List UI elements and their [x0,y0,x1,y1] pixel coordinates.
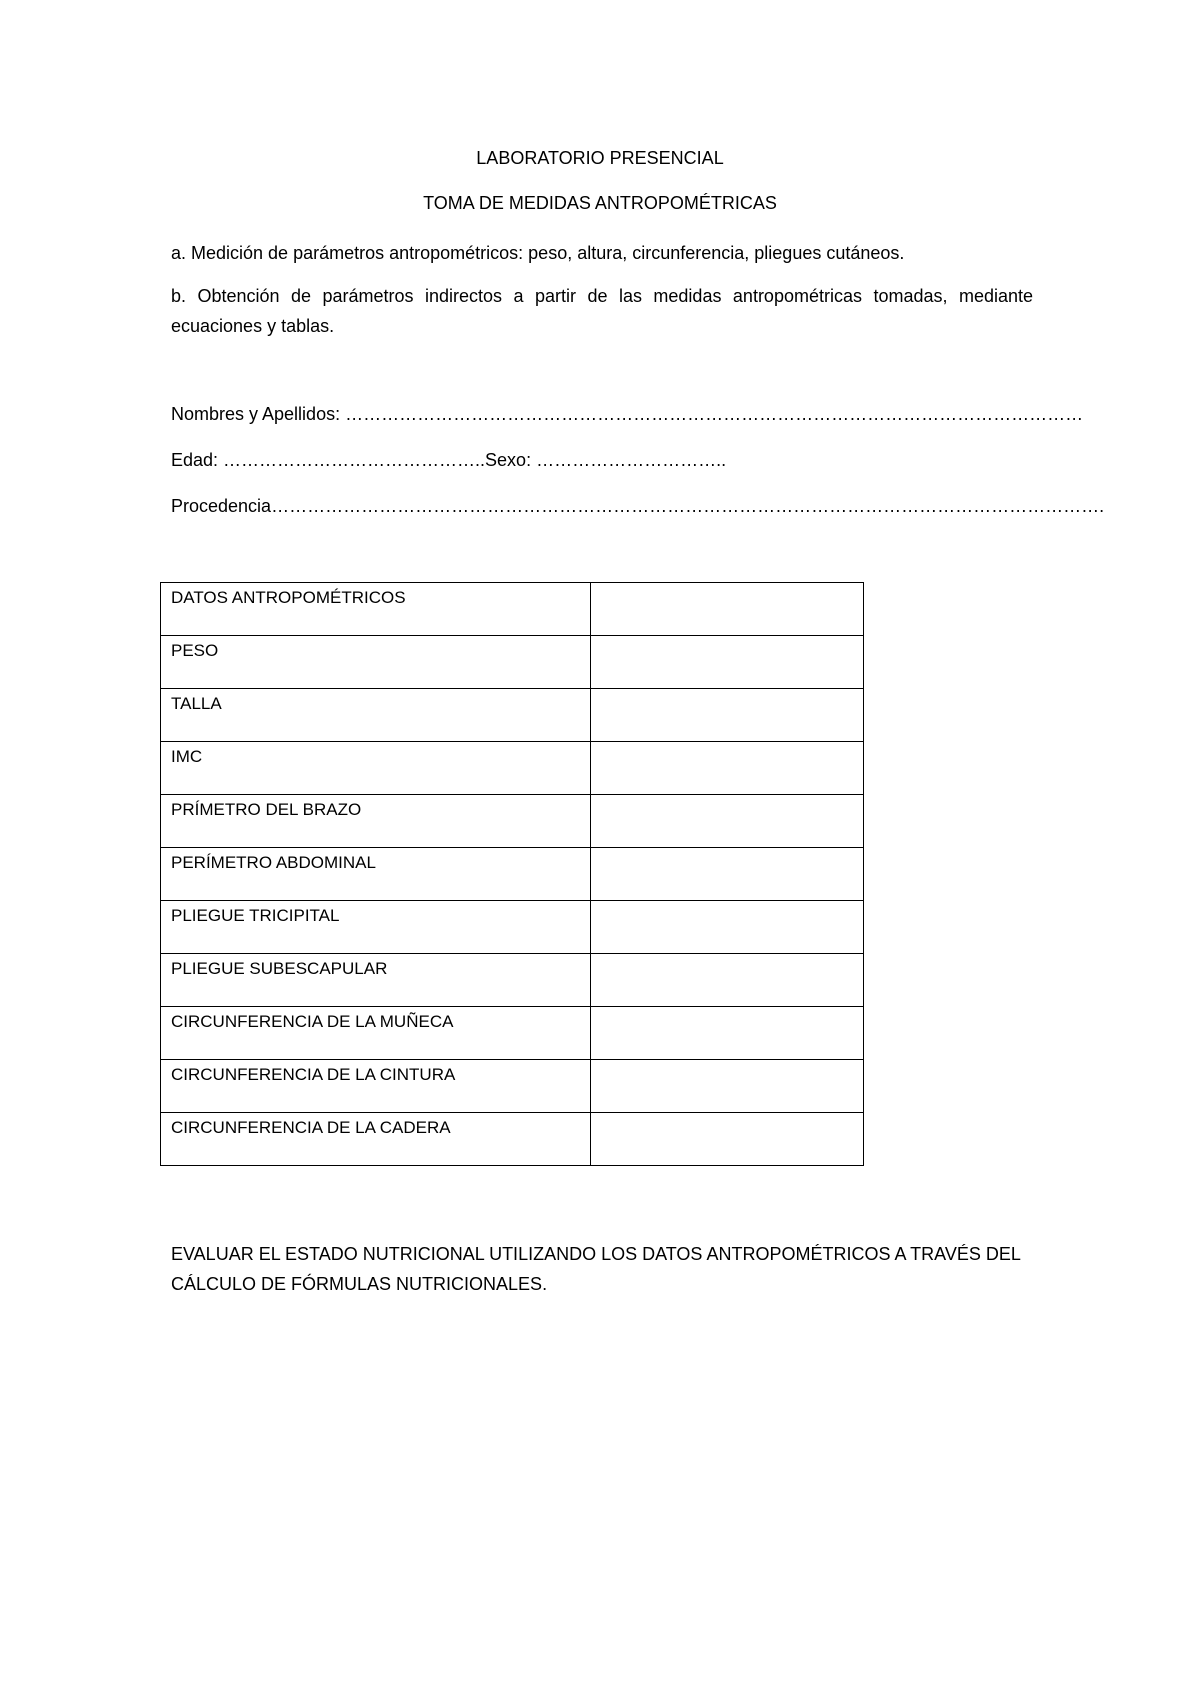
table-cell-value [591,689,864,742]
table-cell-label: IMC [161,742,591,795]
table-cell-label: DATOS ANTROPOMÉTRICOS [161,583,591,636]
table-cell-label: TALLA [161,689,591,742]
table-row [161,901,864,954]
table-row [161,1060,864,1113]
table-row [161,1113,864,1166]
table-cell-value [591,1113,864,1166]
table-cell-value [591,795,864,848]
anthropometric-table [160,582,864,1166]
table-cell-value [591,1007,864,1060]
table-cell-label: PRÍMETRO DEL BRAZO [161,795,591,848]
objective-a: a. Medición de parámetros antropométricos: peso, altura, circunferencia, pliegues cutáneos. [171,243,905,263]
table-cell-label: PLIEGUE TRICIPITAL [161,901,591,954]
origin-field: Procedencia…………………………………………………………………………………………………………………………. [171,496,1105,516]
age-sex-field: Edad: ……………………………………..Sexo: ………………………….. [171,450,727,470]
table-row [161,689,864,742]
document-subtitle: TOMA DE MEDIDAS ANTROPOMÉTRICAS [423,193,777,213]
table-row [161,848,864,901]
table-cell-value [591,848,864,901]
table-cell-value [591,583,864,636]
table-cell-label: PLIEGUE SUBESCAPULAR [161,954,591,1007]
table-cell-label: CIRCUNFERENCIA DE LA MUÑECA [161,1007,591,1060]
evaluation-instruction: EVALUAR EL ESTADO NUTRICIONAL UTILIZANDO LOS DATOS ANTROPOMÉTRICOS A TRAVÉS DEL CÁLCULO DE FÓRMULAS NUTRICIONALES. [171,1244,1021,1294]
table-cell-label: CIRCUNFERENCIA DE LA CINTURA [161,1060,591,1113]
table-cell-value [591,636,864,689]
table-row [161,954,864,1007]
table-cell-value [591,954,864,1007]
table-row [161,1007,864,1060]
table-cell-value [591,1060,864,1113]
objective-b: b. Obtención de parámetros indirectos a partir de las medidas antropométricas tomadas, mediante ecuaciones y tablas. [171,286,1033,336]
table-row [161,795,864,848]
name-field: Nombres y Apellidos: …………………………………………………………………………………………………………… [171,404,1084,424]
table-cell-value [591,742,864,795]
table-cell-label: PESO [161,636,591,689]
table-row [161,636,864,689]
table-cell-label: CIRCUNFERENCIA DE LA CADERA [161,1113,591,1166]
table-row [161,742,864,795]
table-row [161,583,864,636]
table-cell-value [591,901,864,954]
document-title: LABORATORIO PRESENCIAL [476,148,724,168]
table-cell-label: PERÍMETRO ABDOMINAL [161,848,591,901]
